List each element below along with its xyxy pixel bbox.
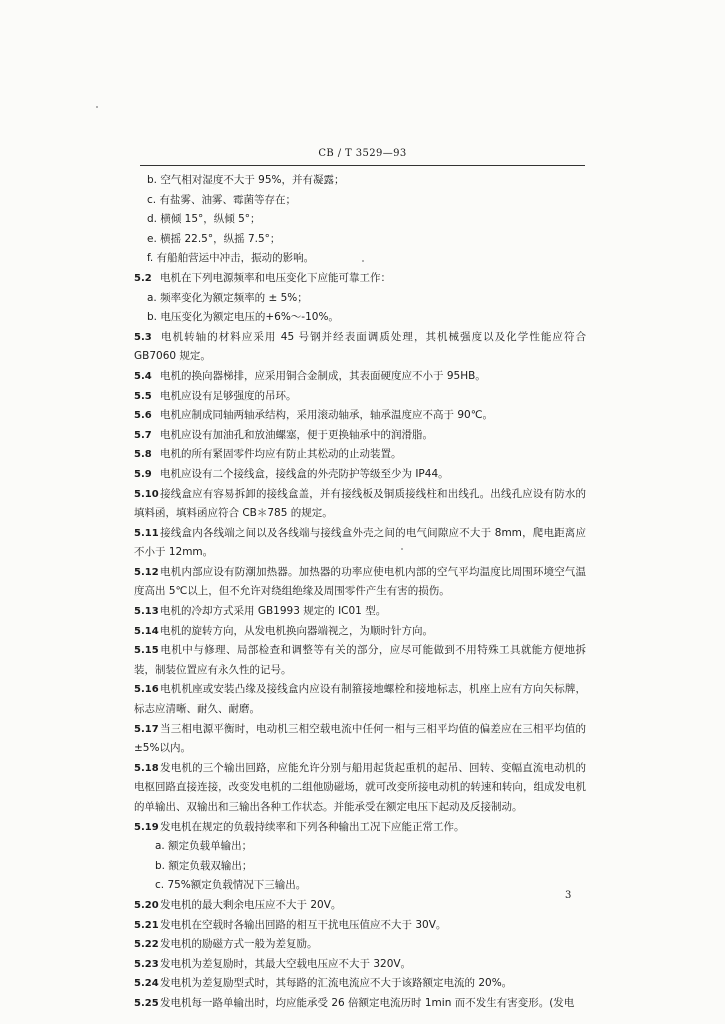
list-item: b. 电压变化为额定电压的+6%～-10%。 xyxy=(147,311,339,324)
clause-number: 5.4 xyxy=(134,370,152,382)
list-item: f. 有船舶营运中冲击，振动的影响。 xyxy=(147,252,315,265)
clause-number: 5.24 xyxy=(134,978,159,990)
clause-text: 电机内部应设有防潮加热器。加热器的功率应使电机内部的空气平均温度比周围环境空气温度高出 5℃以上，但不允许对绕组绝缘及周围零件产生有害的损伤。 xyxy=(134,565,586,598)
clause-5-17 xyxy=(134,720,586,759)
clause-number: 5.11 xyxy=(134,527,159,539)
list-item: e. 横摇 22.5°，纵摇 7.5°； xyxy=(147,232,281,245)
scan-speck xyxy=(401,548,403,550)
clause-text: 发电机在空载时各输出回路的相互干扰电压值应不大于 30V。 xyxy=(160,918,447,931)
clause-text: 发电机在规定的负载持续率和下列各种输出工况下应能正常工作。 xyxy=(160,820,465,833)
clause-number: 5.22 xyxy=(134,939,159,951)
clause-number: 5.20 xyxy=(134,899,159,911)
document-body xyxy=(134,171,586,1014)
clause-text: 电机转轴的材料应采用 45 号钢并经表面调质处理，其机械强度以及化学性能应符合 GB7060 规定。 xyxy=(134,330,586,363)
clause-number: 5.6 xyxy=(134,410,152,422)
clause-number: 5.10 xyxy=(134,488,159,500)
clause-text: 电机的旋转方向，从发电机换向器端视之，为顺时针方向。 xyxy=(160,624,433,637)
clause-text: 发电机的励磁方式一般为差复励。 xyxy=(160,938,318,951)
clause-5-11 xyxy=(134,524,586,563)
clause-5-16 xyxy=(134,680,586,719)
clause-text: 发电机为差复励型式时，其每路的汇流电流应不大于该路额定电流的 20%。 xyxy=(160,977,513,990)
clause-5-7 xyxy=(134,426,586,446)
clause-text: 电机应设有二个接线盒，接线盒的外壳防护等级至少为 IP44。 xyxy=(160,467,449,480)
clause-text: 电机在下列电源频率和电压变化下应能可靠工作： xyxy=(160,271,391,284)
clause-5-15 xyxy=(134,641,586,680)
list-item: a. 频率变化为额定频率的 ± 5%； xyxy=(147,291,308,304)
clause-text: 电机中与修理、局部检查和调整等有关的部分，应尽可能做到不用特殊工具就能方便地拆装，制装位置应有永久性的记号。 xyxy=(134,644,586,676)
clause-number: 5.2 xyxy=(134,272,152,284)
list-item: b. 空气相对湿度不大于 95%，并有凝露； xyxy=(147,174,345,186)
clause-text: 电机的冷却方式采用 GB1993 规定的 IC01 型。 xyxy=(160,605,387,618)
clause-text: 发电机每一路单输出时，均应能承受 26 倍额定电流历时 1min 而不发生有害变形。(发电 xyxy=(160,996,575,1009)
clause-number: 5.19 xyxy=(134,821,159,833)
clause-text: 电机应设有足够强度的吊环。 xyxy=(160,389,297,402)
clause-5-12 xyxy=(134,563,586,602)
clause-number: 5.25 xyxy=(134,997,159,1009)
clause-number: 5.17 xyxy=(134,723,159,735)
clause-5-5 xyxy=(134,387,586,407)
clause-5-14 xyxy=(134,622,586,642)
list-item: d. 横倾 15°，纵倾 5°； xyxy=(147,213,261,226)
clause-text: 电机的换向器梯排，应采用铜合金制成，其表面硬度应不小于 95HB。 xyxy=(160,369,486,382)
clause-number: 5.14 xyxy=(134,625,159,637)
clause-text: 发电机的最大剩余电压应不大于 20V。 xyxy=(160,898,342,911)
clause-text: 电机机座或安装凸缘及接线盒内应设有制箍接地螺栓和接地标志，机座上应有方向矢标牌，标志应清晰、耐久、耐磨。 xyxy=(134,683,586,716)
clause-number: 5.23 xyxy=(134,958,159,970)
clause-number: 5.16 xyxy=(134,684,159,696)
clause-text: 发电机为差复励时，其最大空载电压应不大于 320V。 xyxy=(160,957,412,970)
clause-number: 5.7 xyxy=(134,429,152,441)
clause-text: 电机应设有加油孔和放油螺塞，便于更换轴承中的润滑脂。 xyxy=(160,428,433,441)
scan-speck xyxy=(96,106,98,108)
clause-number: 5.21 xyxy=(134,919,159,931)
list-item: a. 额定负载单输出； xyxy=(155,840,253,853)
clause-number: 5.15 xyxy=(134,645,159,657)
clause-5-9 xyxy=(134,465,586,485)
clause-number: 5.12 xyxy=(134,566,159,578)
clause-number: 5.3 xyxy=(134,331,152,343)
clause-text: 当三相电源平衡时，电动机三相空载电流中任何一相与三相平均值的偏差应在三相平均值的±5%以内。 xyxy=(134,722,586,755)
clause-5-13 xyxy=(134,602,586,622)
page-number: 3 xyxy=(565,890,572,901)
clause-5-10 xyxy=(134,485,586,524)
list-item: b. 额定负载双输出； xyxy=(155,859,253,872)
clause-5-4 xyxy=(134,367,586,387)
clause-5-19 xyxy=(134,818,586,838)
clause-text: 电机应制成同轴两轴承结构，采用滚动轴承，轴承温度应不高于 90℃。 xyxy=(160,409,493,422)
clause-5-2 xyxy=(134,269,586,289)
clause-text: 发电机的三个输出回路，应能允许分别与船用起货起重机的起吊、回转、变幅直流电动机的电枢回路直接连接，改变发电机的二组他励磁场，就可改变所接电动机的转速和转向，组成发电机的单输出、双输出和三输出各种工作状态。并能承受在额定电压下起动及反接制动。 xyxy=(134,761,586,813)
clause-text: 接线盒内各线端之间以及各线端与接线盒外壳之间的电气间隙应不大于 8mm，爬电距离应不小于 12mm。 xyxy=(134,526,586,559)
header-rule xyxy=(140,165,585,166)
list-item: c. 有盐雾、油雾、霉菌等存在； xyxy=(147,193,296,206)
clause-number: 5.8 xyxy=(134,449,152,461)
clause-text: 接线盒应有容易拆卸的接线盒盖，并有接线板及铜质接线柱和出线孔。出线孔应设有防水的填料函，填料函应符合 CB＊785 的规定。 xyxy=(134,487,586,520)
clause-5-20 xyxy=(134,896,586,916)
clause-5-21 xyxy=(134,916,586,936)
clause-number: 5.5 xyxy=(134,390,152,402)
scan-speck xyxy=(362,260,364,262)
clause-5-6 xyxy=(134,406,586,426)
clause-number: 5.18 xyxy=(134,762,159,774)
clause-5-24 xyxy=(134,974,586,994)
standard-code-header: CB / T 3529—93 xyxy=(318,148,407,159)
clause-5-8 xyxy=(134,445,586,465)
clause-5-18 xyxy=(134,759,586,818)
clause-number: 5.9 xyxy=(134,468,152,480)
clause-5-23 xyxy=(134,955,586,975)
clause-5-3 xyxy=(134,328,586,367)
clause-number: 5.13 xyxy=(134,606,159,618)
clause-5-25 xyxy=(134,994,586,1014)
list-item: c. 75%额定负载情况下三输出。 xyxy=(155,879,307,892)
clause-text: 电机的所有紧固零件均应有防止其松动的止动装置。 xyxy=(160,448,402,461)
clause-5-22 xyxy=(134,935,586,955)
